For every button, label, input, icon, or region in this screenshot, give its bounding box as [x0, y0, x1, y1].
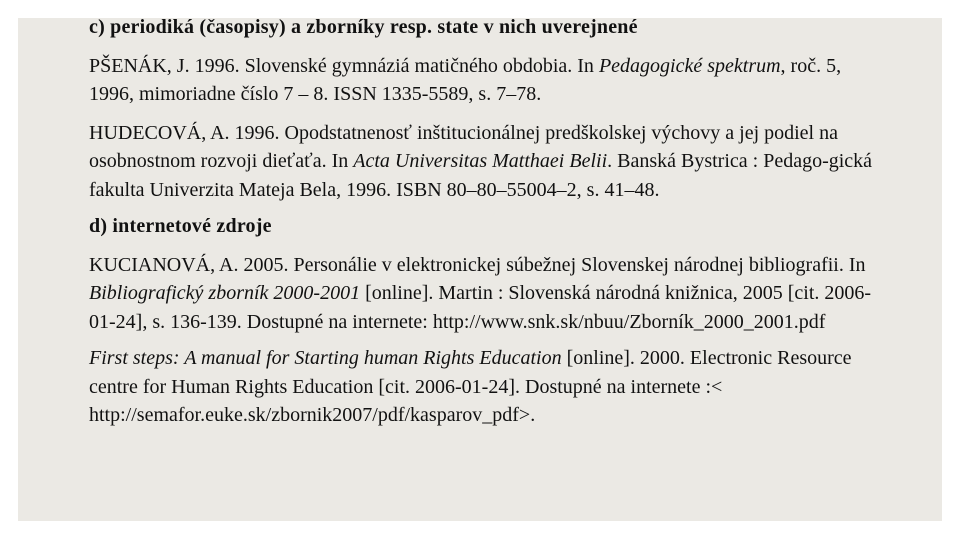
reference-first-steps: First steps: A manual for Starting human Rights Education [online]. 2000. Electronic Resource centre for Human Rights Education [cit. 2006-01-24]. Dostupné na internete :< http://semafor.euke.sk/zbornik2007/pdf/kasparov_pdf>.: [89, 347, 852, 426]
reference-psenak: PŠENÁK, J. 1996. Slovenské gymnáziá matičného obdobia. In Pedagogické spektrum, roč. 5, 1996, mimoriadne číslo 7 – 8. ISSN 1335-5589, s. 7–78.: [89, 54, 842, 105]
reference-psenak-journal: Pedagogické spektrum: [598, 54, 781, 77]
reference-kucianova: KUCIANOVÁ, A. 2005. Personálie v elektronickej súbežnej Slovenskej národnej bibliografii. In Bibliografický zborník 2000-2001 [online]. Martin : Slovenská národná knižnica, 2005 [cit. 2006-01-24], s. 136-139. Dostupné na internete: http://www.snk.sk/nbuu/Zborník_2000_2001.pdf: [89, 253, 872, 333]
section-c-heading: c) periodiká (časopisy) a zborníky resp. state v nich uverejnené: [89, 16, 638, 38]
reference-hudecova: HUDECOVÁ, A. 1996. Opodstatnenosť inštitucionálnej predškolskej výchovy a jej podiel na osobnostnom rozvoji dieťaťa. In Acta Universitas Matthaei Belii. Banská Bystrica : Pedago-gická fakulta Univerzita Mateja Bela, 1996. ISBN 80–80–55004–2, s. 41–48.: [89, 121, 873, 201]
reference-first-steps-title: First steps: A manual for Starting human Rights Education: [89, 347, 562, 369]
section-d-heading: d) internetové zdroje: [89, 215, 272, 237]
bibliography-content: [89, 13, 889, 430]
reference-hudecova-journal: Acta Universitas Matthaei Belii: [353, 150, 608, 172]
reference-kucianova-source: Bibliografický zborník 2000-2001: [89, 282, 361, 304]
